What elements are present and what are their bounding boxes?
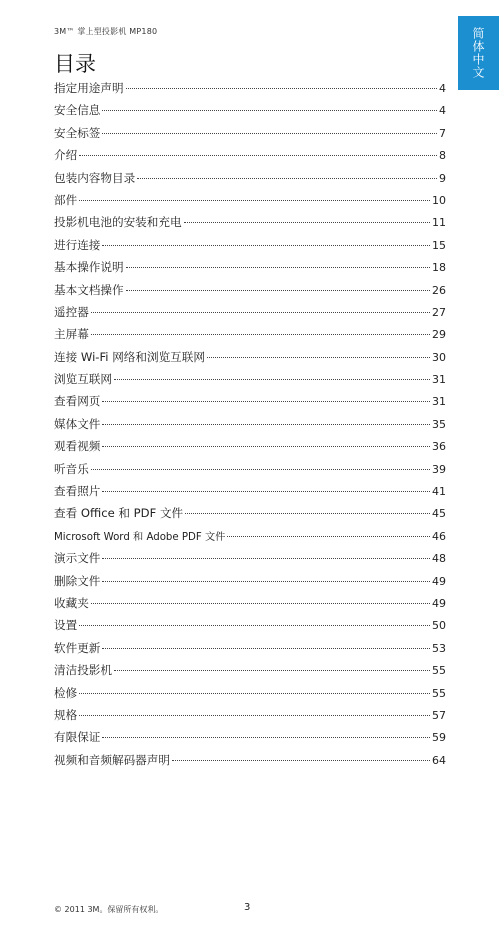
- footer-page-number: 3: [244, 902, 251, 913]
- toc-entry-page-number: 57: [432, 708, 446, 722]
- toc-entry-page-number: 48: [432, 552, 446, 566]
- dot-leader: [102, 737, 430, 738]
- dot-leader: [172, 760, 430, 761]
- toc-entry[interactable]: [54, 371, 446, 393]
- toc-entry-title: 软件更新: [54, 640, 101, 655]
- dot-leader: [79, 200, 430, 201]
- toc-entry-title: 遥控器: [54, 304, 89, 319]
- toc-entry-page-number: 31: [432, 395, 446, 409]
- toc-entry[interactable]: [54, 438, 446, 460]
- toc-entry[interactable]: [54, 102, 446, 124]
- toc-entry[interactable]: [54, 461, 446, 483]
- toc-entry-page-number: 29: [432, 328, 446, 342]
- toc-entry-page-number: 27: [432, 305, 446, 319]
- toc-entry-page-number: 18: [432, 261, 446, 275]
- toc-entry[interactable]: [54, 147, 446, 169]
- toc-entry[interactable]: [54, 573, 446, 595]
- toc-entry-page-number: 41: [432, 485, 446, 499]
- toc-entry-title: 基本文档操作: [54, 282, 124, 297]
- toc-entry-page-number: 49: [432, 574, 446, 588]
- dot-leader: [126, 290, 430, 291]
- toc-entry-page-number: 9: [439, 171, 446, 185]
- document-header-title: 3M™ 掌上型投影机 MP180: [54, 27, 158, 36]
- toc-entry-title: 有限保证: [54, 730, 101, 745]
- toc-entry-title: 演示文件: [54, 551, 101, 566]
- toc-entry-title: 包装内容物目录: [54, 170, 136, 185]
- toc-entry-page-number: 30: [432, 350, 446, 364]
- toc-entry-title: Microsoft Word 和 Adobe PDF 文件: [54, 531, 226, 543]
- toc-entry[interactable]: [54, 304, 446, 326]
- toc-entry-page-number: 31: [432, 373, 446, 387]
- toc-entry-title: 查看网页: [54, 394, 101, 409]
- dot-leader: [126, 88, 437, 89]
- dot-leader: [227, 536, 430, 537]
- toc-entry[interactable]: [54, 259, 446, 281]
- toc-entry-title: 媒体文件: [54, 416, 101, 431]
- toc-entry-page-number: 7: [439, 126, 446, 140]
- toc-entry-page-number: 59: [432, 731, 446, 745]
- dot-leader: [137, 178, 437, 179]
- toc-entry-title: 规格: [54, 707, 78, 722]
- dot-leader: [102, 491, 430, 492]
- dot-leader: [114, 379, 430, 380]
- footer-copyright: © 2011 3M。保留所有权利。: [54, 905, 164, 914]
- toc-entry-page-number: 35: [432, 417, 446, 431]
- toc-entry-page-number: 26: [432, 283, 446, 297]
- toc-entry[interactable]: [54, 617, 446, 639]
- toc-entry-page-number: 11: [432, 216, 446, 230]
- dot-leader: [102, 133, 437, 134]
- dot-leader: [185, 513, 430, 514]
- toc-entry-page-number: 64: [432, 753, 446, 767]
- toc-entry[interactable]: [54, 214, 446, 236]
- toc-entry[interactable]: [54, 237, 446, 259]
- toc-entry-title: 检修: [54, 685, 78, 700]
- dot-leader: [79, 715, 430, 716]
- dot-leader: [184, 222, 430, 223]
- toc-entry-title: 投影机电池的安装和充电: [54, 215, 182, 230]
- toc-entry[interactable]: [54, 550, 446, 572]
- dot-leader: [102, 581, 430, 582]
- toc-heading: 目录: [54, 52, 96, 76]
- toc-entry-title: 安全信息: [54, 103, 101, 118]
- toc-entry[interactable]: [54, 505, 446, 527]
- toc-entry-title: 观看视频: [54, 439, 101, 454]
- toc-entry[interactable]: [54, 192, 446, 214]
- toc-entry[interactable]: [54, 707, 446, 729]
- dot-leader: [91, 312, 430, 313]
- toc-entry[interactable]: [54, 416, 446, 438]
- toc-entry[interactable]: [54, 170, 446, 192]
- toc-entry-page-number: 15: [432, 238, 446, 252]
- dot-leader: [102, 424, 430, 425]
- toc-entry-title: 清洁投影机: [54, 663, 112, 678]
- language-tab: 简体中文: [458, 16, 499, 90]
- toc-entry-title: 设置: [54, 618, 78, 633]
- dot-leader: [79, 693, 430, 694]
- dot-leader: [102, 110, 437, 111]
- toc-entry[interactable]: [54, 393, 446, 415]
- toc-entry-page-number: 55: [432, 664, 446, 678]
- toc-entry-page-number: 53: [432, 641, 446, 655]
- table-of-contents: [54, 80, 446, 774]
- toc-entry[interactable]: [54, 349, 446, 371]
- toc-entry-title: 浏览互联网: [54, 372, 112, 387]
- dot-leader: [91, 603, 430, 604]
- toc-entry-title: 指定用途声明: [54, 81, 124, 95]
- dot-leader: [102, 401, 430, 402]
- dot-leader: [91, 469, 430, 470]
- toc-entry-title: 视频和音频解码器声明: [54, 752, 170, 767]
- toc-entry-page-number: 39: [432, 462, 446, 476]
- toc-entry[interactable]: [54, 483, 446, 505]
- toc-entry[interactable]: [54, 752, 446, 774]
- toc-entry[interactable]: [54, 662, 446, 684]
- dot-leader: [102, 558, 430, 559]
- dot-leader: [114, 670, 430, 671]
- toc-entry-title: 查看照片: [54, 484, 101, 499]
- dot-leader: [79, 625, 430, 626]
- toc-entry-title: 连接 Wi-Fi 网络和浏览互联网: [54, 349, 205, 364]
- toc-entry[interactable]: [54, 595, 446, 617]
- toc-entry[interactable]: [54, 80, 446, 102]
- dot-leader: [207, 357, 430, 358]
- toc-entry-page-number: 10: [432, 193, 446, 207]
- toc-entry-title: 安全标签: [54, 125, 101, 140]
- toc-entry-title: 基本操作说明: [54, 260, 124, 275]
- toc-entry-title: 查看 Office 和 PDF 文件: [54, 506, 184, 521]
- toc-entry-page-number: 46: [432, 529, 446, 543]
- toc-entry-title: 听音乐: [54, 461, 89, 476]
- toc-entry-page-number: 36: [432, 440, 446, 454]
- toc-entry-page-number: 4: [439, 82, 446, 95]
- toc-entry-page-number: 49: [432, 596, 446, 610]
- toc-entry-title: 进行连接: [54, 237, 101, 252]
- dot-leader: [126, 267, 430, 268]
- toc-entry-page-number: 45: [432, 507, 446, 521]
- toc-entry-title: 介绍: [54, 148, 78, 163]
- dot-leader: [102, 648, 430, 649]
- toc-entry-title: 删除文件: [54, 573, 101, 588]
- toc-entry[interactable]: [54, 640, 446, 662]
- toc-entry[interactable]: [54, 729, 446, 751]
- dot-leader: [91, 334, 430, 335]
- toc-entry-title: 收藏夹: [54, 595, 89, 610]
- toc-entry-title: 主屏幕: [54, 327, 89, 342]
- toc-entry-page-number: 50: [432, 619, 446, 633]
- toc-entry[interactable]: [54, 326, 446, 348]
- toc-entry-page-number: 4: [439, 104, 446, 118]
- toc-entry[interactable]: [54, 282, 446, 304]
- dot-leader: [102, 446, 430, 447]
- toc-entry-page-number: 8: [439, 149, 446, 163]
- toc-entry-title: 部件: [54, 192, 78, 207]
- toc-entry-page-number: 55: [432, 686, 446, 700]
- toc-entry[interactable]: [54, 125, 446, 147]
- dot-leader: [102, 245, 430, 246]
- toc-entry[interactable]: [54, 528, 446, 550]
- dot-leader: [79, 155, 437, 156]
- toc-entry[interactable]: [54, 685, 446, 707]
